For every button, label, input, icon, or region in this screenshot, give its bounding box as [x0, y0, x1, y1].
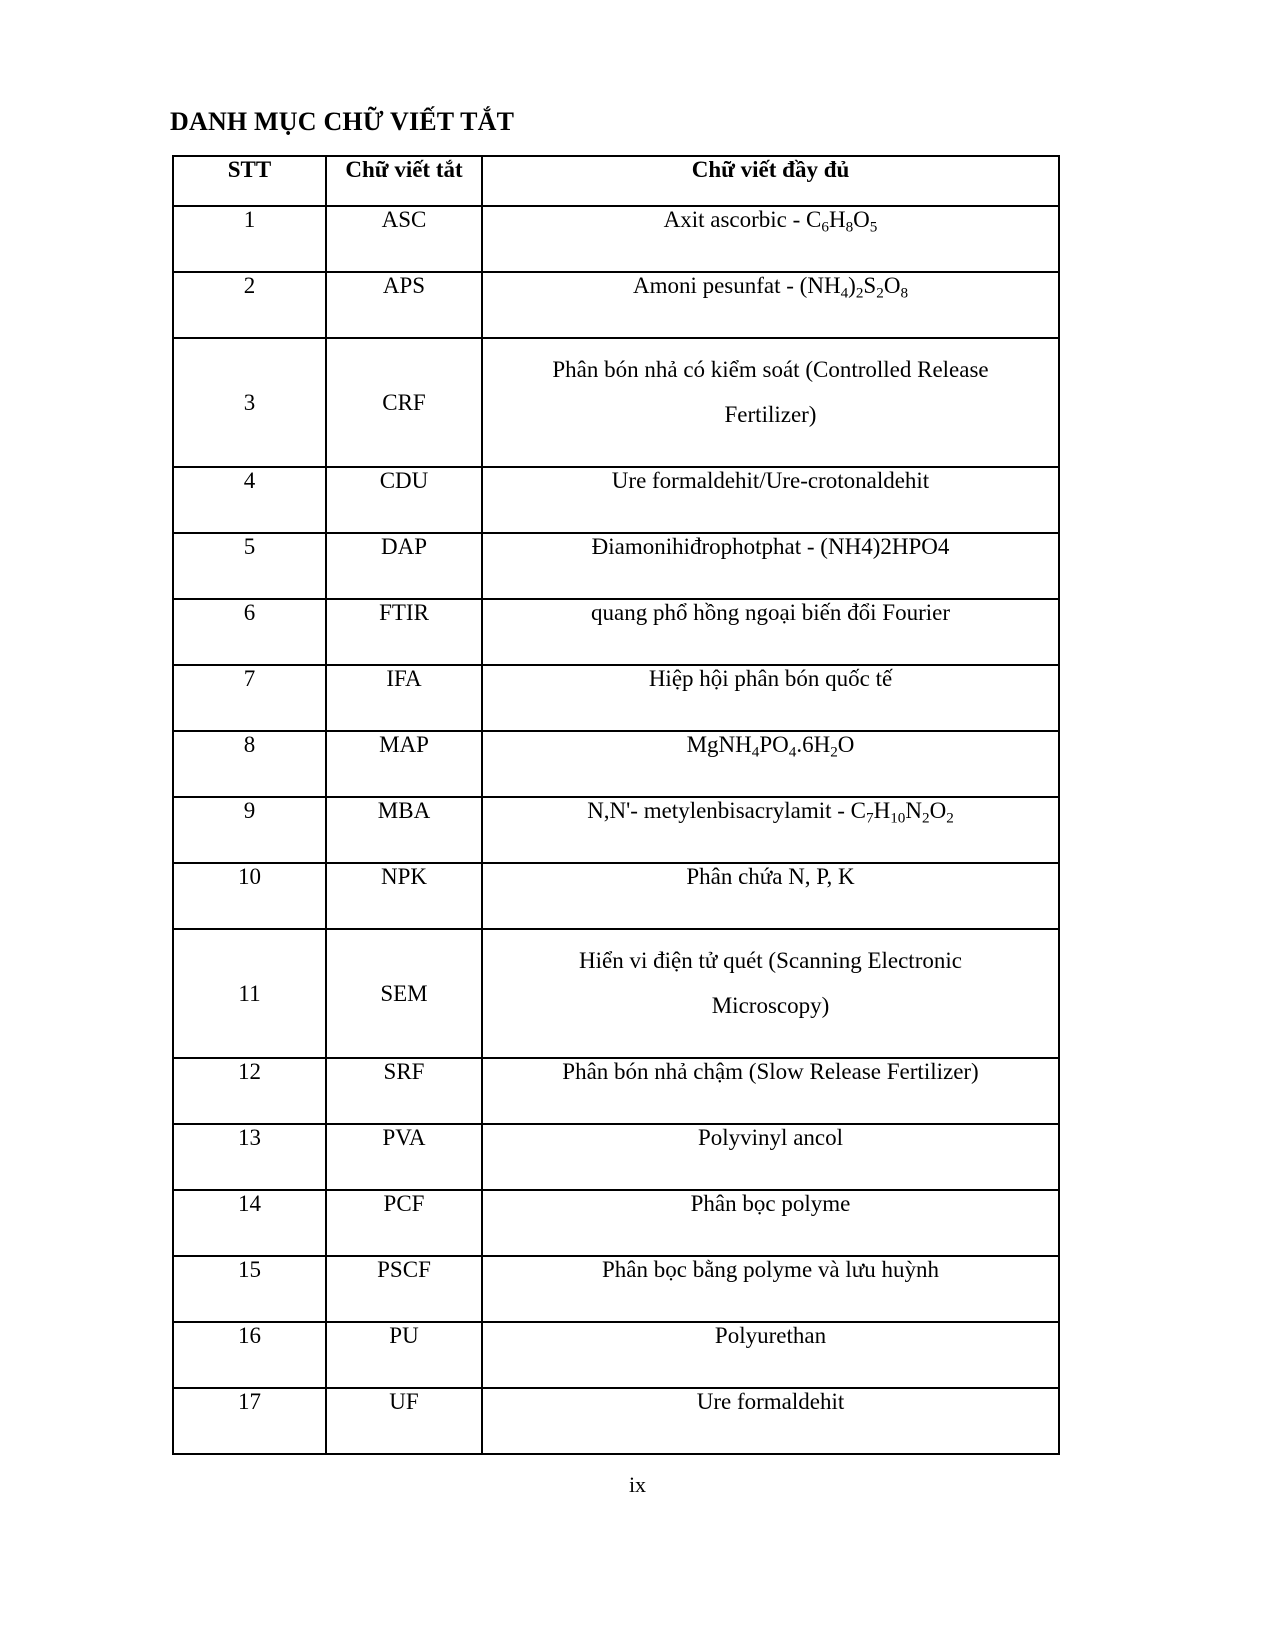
cell-abbreviation: NPK — [326, 863, 482, 929]
table-row — [173, 338, 1059, 467]
table-row — [173, 1190, 1059, 1256]
cell-abbreviation: PU — [326, 1322, 482, 1388]
table-row — [173, 665, 1059, 731]
cell-stt: 7 — [173, 665, 326, 731]
cell-stt: 3 — [173, 338, 326, 467]
cell-full-form: Polyvinyl ancol — [482, 1124, 1059, 1190]
abbreviations-table — [172, 155, 1060, 1455]
cell-abbreviation: MAP — [326, 731, 482, 797]
table-row — [173, 797, 1059, 863]
cell-stt: 15 — [173, 1256, 326, 1322]
cell-abbreviation: DAP — [326, 533, 482, 599]
table-row — [173, 731, 1059, 797]
table-row — [173, 533, 1059, 599]
cell-abbreviation: MBA — [326, 797, 482, 863]
cell-stt: 6 — [173, 599, 326, 665]
cell-stt: 8 — [173, 731, 326, 797]
cell-abbreviation: SRF — [326, 1058, 482, 1124]
cell-stt: 4 — [173, 467, 326, 533]
table-row — [173, 467, 1059, 533]
cell-full-form: Phân bọc bằng polyme và lưu huỳnh — [482, 1256, 1059, 1322]
cell-stt: 13 — [173, 1124, 326, 1190]
cell-abbreviation: PSCF — [326, 1256, 482, 1322]
cell-full-form: Axit ascorbic - $C_6H_8O_5$ — [482, 206, 1059, 272]
cell-abbreviation: APS — [326, 272, 482, 338]
cell-stt: 9 — [173, 797, 326, 863]
table-header — [173, 156, 1059, 206]
table-row — [173, 599, 1059, 665]
cell-full-form: Amoni pesunfat - $(NH_4)_2S_2O_8$ — [482, 272, 1059, 338]
cell-abbreviation: FTIR — [326, 599, 482, 665]
table-row — [173, 929, 1059, 1058]
cell-abbreviation: SEM — [326, 929, 482, 1058]
table-row — [173, 206, 1059, 272]
cell-abbreviation: UF — [326, 1388, 482, 1454]
table-row — [173, 1256, 1059, 1322]
column-header-stt: STT — [173, 156, 326, 206]
cell-full-form: Hiển vi điện tử quét (Scanning Electronic Microscopy) — [482, 929, 1059, 1058]
cell-full-form: Phân chứa N, P, K — [482, 863, 1059, 929]
column-header-full-form: Chữ viết đầy đủ — [482, 156, 1059, 206]
cell-stt: 17 — [173, 1388, 326, 1454]
cell-abbreviation: PCF — [326, 1190, 482, 1256]
cell-full-form: Ure formaldehit — [482, 1388, 1059, 1454]
cell-abbreviation: PVA — [326, 1124, 482, 1190]
cell-abbreviation: CRF — [326, 338, 482, 467]
cell-abbreviation: ASC — [326, 206, 482, 272]
cell-stt: 16 — [173, 1322, 326, 1388]
cell-stt: 1 — [173, 206, 326, 272]
table-row — [173, 272, 1059, 338]
cell-full-form: Điamonihiđrophotphat - (NH4)2HPO4 — [482, 533, 1059, 599]
cell-abbreviation: IFA — [326, 665, 482, 731]
page-title: DANH MỤC CHỮ VIẾT TẮT — [170, 107, 515, 136]
table-row — [173, 863, 1059, 929]
table-row — [173, 1058, 1059, 1124]
cell-full-form: $MgNH_4PO_4.6H_2O$ — [482, 731, 1059, 797]
cell-stt: 10 — [173, 863, 326, 929]
cell-full-form: N,N'- metylenbisacrylamit - $C_7H_{10}N_2O_2$ — [482, 797, 1059, 863]
table-row — [173, 1388, 1059, 1454]
page-number: ix — [628, 1472, 647, 1497]
cell-full-form: quang phổ hồng ngoại biến đổi Fourier — [482, 599, 1059, 665]
cell-full-form: Ure formaldehit/Ure-crotonaldehit — [482, 467, 1059, 533]
cell-full-form: Phân bón nhả chậm (Slow Release Fertilizer) — [482, 1058, 1059, 1124]
cell-full-form: Hiệp hội phân bón quốc tế — [482, 665, 1059, 731]
cell-stt: 2 — [173, 272, 326, 338]
table-row — [173, 1124, 1059, 1190]
cell-stt: 11 — [173, 929, 326, 1058]
table-body — [173, 206, 1059, 1454]
cell-stt: 5 — [173, 533, 326, 599]
table-row — [173, 1322, 1059, 1388]
cell-abbreviation: CDU — [326, 467, 482, 533]
column-header-abbreviation: Chữ viết tắt — [326, 156, 482, 206]
cell-stt: 14 — [173, 1190, 326, 1256]
cell-full-form: Phân bọc polyme — [482, 1190, 1059, 1256]
cell-full-form: Polyurethan — [482, 1322, 1059, 1388]
cell-stt: 12 — [173, 1058, 326, 1124]
cell-full-form: Phân bón nhả có kiểm soát (Controlled Release Fertilizer) — [482, 338, 1059, 467]
table-header-row — [173, 156, 1059, 206]
